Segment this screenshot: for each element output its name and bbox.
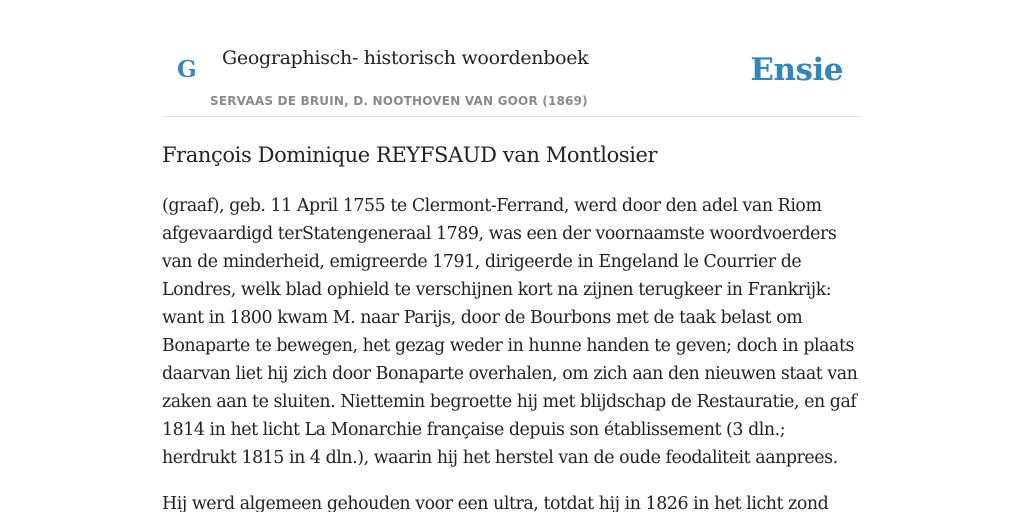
entry-title: François Dominique REYFSAUD van Montlosier: [162, 143, 658, 167]
site-header: [162, 0, 862, 117]
book-authors: SERVAAS DE BRUIN, D. NOOTHOVEN VAN GOOR (1869): [210, 94, 588, 108]
book-title[interactable]: Geographisch- historisch woordenboek: [222, 47, 589, 69]
book-logo-icon[interactable]: G: [177, 56, 197, 83]
entry-paragraph: Hij werd algemeen gehouden voor een ultra, totdat hij in 1826 in het licht zond: [162, 494, 829, 512]
entry-paragraph: (graaf), geb. 11 April 1755 te Clermont-Ferrand, werd door den adel van Riom afgevaardigd terStatengeneraal 1789, was een der voornaamste woordvoerders van de minderheid, emigreerde 1791, dirigeerde in Engeland le Courrier de Londres, welk blad ophield te verschijnen kort na zijnen terugkeer in Frankrijk: want in 1800 kwam M. naar Parijs, door de Bourbons met de taak belast om Bonaparte te bewegen, het gezag weder in hunne handen te geven; doch in plaats daarvan liet hij zich door Bonaparte overhalen, om zich aan den nieuwen staat van zaken aan te sluiten. Niettemin begroette hij met blijdschap de Restauratie, en gaf 1814 in het licht La Monarchie française depuis son établissement (3 dln.; herdrukt 1815 in 4 dln.), waarin hij het herstel van de oude feodaliteit aanprees.: [162, 196, 858, 468]
entry-body: [162, 192, 862, 512]
brand-logo[interactable]: Ensie: [750, 52, 843, 88]
